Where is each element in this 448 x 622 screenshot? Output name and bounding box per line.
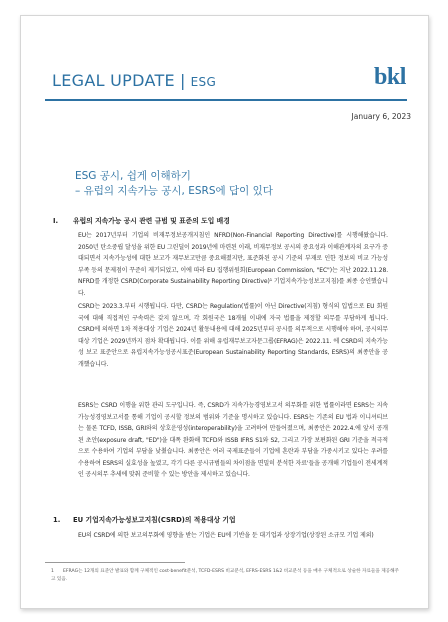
header-separator: |	[179, 71, 186, 90]
document-title-line2: – 유럽의 지속가능 공시, ESRS에 답이 있다	[75, 185, 273, 197]
footnote-text: EFRAG는 12개의 표준안 발표와 함께 구체적인 cost-benefit분석, TCFD-ESRS 비교분석, EFRS-ESRS 1&2 비교분석 등을 매우 구체적으로 상술한 자료들을 제공해주고 있음.	[51, 569, 399, 582]
section2-title: EU 기업지속가능성보고지침(CSRD)의 적용대상 기업	[73, 516, 236, 524]
header-title	[52, 71, 216, 90]
footnote	[51, 568, 401, 584]
bkl-logo: bkl	[374, 64, 406, 90]
footnote-rule	[45, 562, 185, 563]
document-title-line1: ESG 공시, 쉽게 이해하기	[75, 170, 191, 182]
section2-heading	[53, 514, 236, 524]
document-title	[75, 169, 395, 199]
section1-paragraph-1: EU는 2017년부터 기업의 비재무정보공개지침인 NFRD(Non-Financial Reporting Directive)를 시행해왔습니다. 2050년 탄소중립 달성을 위한 EU 그린딜이 2019년에 마련된 이래, 비재무정보 공시의 중요성과 이해관계자의 요구가 증대되면서 지속가능성에 대한 보고가 재무보고만큼 중요해졌지만, 표준화된 공시 기준의 부재로 인한 정보의 비교 가능성 부족 등의 문제점이 꾸준히 제기되었고, 이에 따라 EU 집행위원회(European Commission, "EC")는 지난 2022.11.28. NFRD를 개정한 CSRD(Corporate Sustainability Reporting Directive)¹ 기업지속가능성보고지침)를 최종 승인했습니다.	[78, 232, 388, 297]
publish-date: January 6, 2023	[351, 112, 411, 121]
document-page	[20, 15, 429, 609]
section1-paragraph-3: ESRS는 CSRD 이행을 위한 관리 도구입니다. 즉, CSRD가 지속가능경영보고서 의무화를 위한 법률이라면 ESRS는 지속가능성경영보고서를 통해 기업이 공시할 정보의 범위와 기준을 명시하고 있습니다. ESRS는 기존의 EU 법과 이니셔티브는 물론 TCFD, ISSB, GRI와의 상호운영성(interoperability)을 고려하여 만들어졌으며, 최종안은 2022.4.에 앞서 공개된 초안(exposure draft, "ED")을 대폭 완화해 TCFD와 ISSB IFRS S1와 S2, 그리고 가장 보편화된 GRI 기준을 적극적으로 수용하여 기업의 부담을 낮췄습니다. 최종안은 여러 국제표준들이 기업에 혼란과 부담을 가중시키고 있다는 우려를 수용하여 ESRS의 실효성을 높였고, 각기 다른 공시규범들의 차이점을 면밀히 분석한 자료'들을 공개해 기업들이 전세계적인 공시의무 추세에 맞춰 준비할 수 있는 방안을 제시하고 있습니다.	[78, 402, 388, 478]
section1-title: 유럽의 지속가능 공시 관련 규범 및 표준의 도입 배경	[73, 217, 230, 225]
section1-paragraph-2: CSRD는 2023.3.부터 시행됩니다. 다만, CSRD는 Regulation(법률)이 아닌 Directive(지침) 형식의 입법으로 EU 회원국에 대해 직접적인 구속력은 갖지 않으며, 각 회원국은 18개월 이내에 자국 법률을 제정할 의무를 부담하게 됩니다. CSRD에 의하면 1차 적용대상 기업은 2024년 활동내용에 대해 2025년부터 공시를 의무적으로 시행해야 하며, 공시의무 대상 기업은 2029년까지 점차 확대됩니다. 이를 위해 유럽재무보고자문그룹(EFRAG)은 2022.11. 에 CSRD의 지속가능성 보고 표준안으로 유럽지속가능성공시표준(European Sustainability Reporting Standards, ESRS)의 최종안을 공개했습니다.	[78, 303, 388, 368]
header-tag: ESG	[190, 75, 217, 89]
header-rule	[45, 99, 407, 101]
section1-number: I.	[53, 217, 59, 225]
section1-heading	[53, 215, 230, 225]
header-title-main: LEGAL UPDATE	[52, 71, 175, 90]
section2-number: 1.	[53, 516, 61, 524]
section2-paragraph-1: EU의 CSRD에 의한 보고의무화에 영향을 받는 기업은 EU에 기반을 둔 대기업과 상장기업(상장된 소규모 기업 제외)	[78, 532, 374, 539]
footnote-number: 1	[51, 569, 54, 574]
